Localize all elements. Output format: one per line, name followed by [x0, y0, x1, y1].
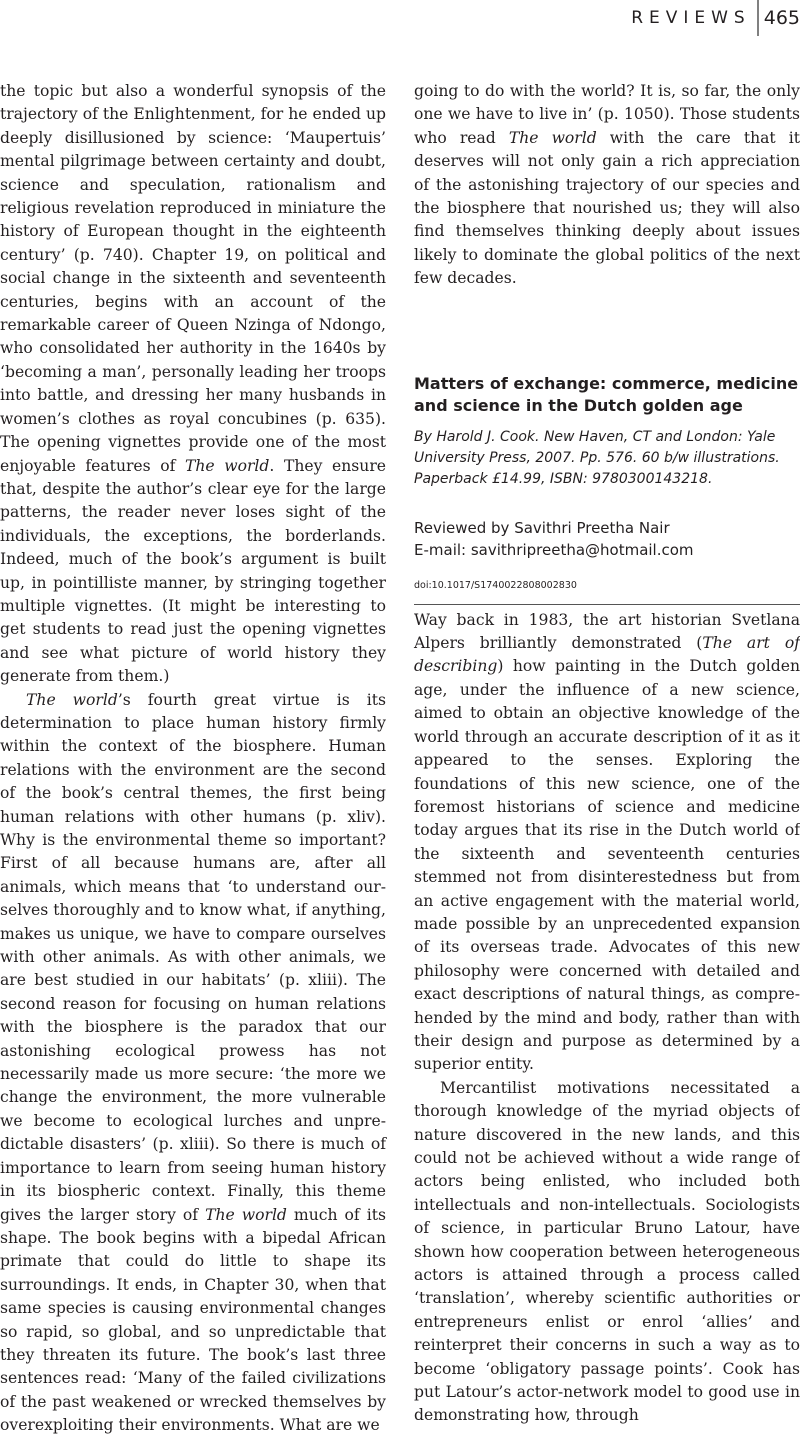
running-head: [631, 0, 800, 36]
bibliographic-info: By Harold J. Cook. New Haven, CT and London: Yale University Press, 2007. Pp. 576. 60 b/w illustrations. Paperback £14.99, ISBN: 9780300143218.: [414, 428, 780, 487]
book-title: The art of describing: [414, 634, 800, 676]
paragraph: Mercantilist motivations necessitated a thorough knowledge of the myriad objects of nature discovered in the new lands, and this could not be achieved without a wide range of actors being enlisted, who included both intellectuals and non-intellectuals. Sociologists of science, in particular Bruno Latour, have shown how cooperation between heterogeneous actors is attained through a process called ‘translation’, whereby scientific authorities or entrepreneurs enlist or enrol ‘allies’ and reinterpret their concerns in such a way as to become ‘obligatory passage points’. Cook has put Latour’s actor-network model to good use in demonstrating how, through: [414, 1078, 800, 1425]
book-title: The world: [26, 690, 118, 709]
running-head-section: REVIEWS: [631, 8, 751, 28]
book-title: The world: [205, 1205, 287, 1224]
paragraph: The world’s fourth great virtue is its determination to place human history firmly within the context of the biosphere. Human relations with the environment are the second of the book’s central themes, the first being human relations with other humans (p. xliv). Why is the environmental theme so important? First of all because humans are, after all animals, which means that ‘to understand ourselves thoroughly and to know what, if anything, makes us unique, we have to compare ourselves with other animals. As with other animals, we are best studied in our habitats’ (p. xliii). The second reason for focusing on human relations with the biosphere is the paradox that our astonishing ecological prowess has not necessarily made us more secure: ‘the more we change the environment, the more vulnerable we become to ecological lurches and unpredictable disasters’ (p. xliii). So there is much of importance to learn from seeing human history in its biospheric context. Finally, this theme gives the larger story of The world much of its shape. The book begins with a bipedal African primate that could do little to shape its surroundings. It ends, in Chapter 30, when that same species is causing environmental changes so rapid, so global, and so unpredictable that they threaten its future. The book’s last three sentences read: ‘Many of the failed civilizations of the past weakened or wrecked themselves by overexploiting their environments. What are we: [0, 690, 386, 1435]
review-title: Matters of exchange: commerce, medicine and science in the Dutch golden age: [414, 373, 799, 415]
right-column: [414, 80, 800, 1428]
reviewer-email[interactable]: E-mail: savithripreetha@hotmail.com: [414, 540, 694, 559]
paragraph: the topic but also a wonderful synopsis of the trajectory of the Enlightenment, for he ended up deeply disillusioned by science: ‘Maupertuis’ mental pilgrimage between certainty and doubt, science and speculation, rationalism and religious revelation reproduced in miniature the history of European thought in the eighteenth century’ (p. 740). Chapter 19, on political and social change in the sixteenth and seventeenth centuries, begins with an account of the remarkable career of Queen Nzinga of Ndongo, who consolidated her authority in the 1640s by ‘becoming a man’, personally leading her troops into battle, and dressing her many husbands in women’s clothes as royal concubines (p. 635). The opening vignettes provide one of the most enjoyable features of The world. They ensure that, despite the author’s clear eye for the large patterns, the reader never loses sight of the individuals, the exceptions, the borderlands. Indeed, much of the book’s argument is built up, in pointilliste manner, by stringing together multiple vignettes. (It might be interesting to get students to read just the opening vignettes and see what picture of world history they generate from them.): [0, 82, 386, 686]
divider: [414, 604, 800, 605]
page-number: 465: [763, 7, 800, 29]
book-title: The world: [508, 128, 597, 147]
doi[interactable]: doi:10.1017/S1740022808002830: [414, 579, 577, 591]
running-head-divider: [757, 0, 759, 36]
reviewer-block: [414, 517, 800, 561]
left-column: [0, 80, 386, 1438]
paragraph: going to do with the world? It is, so far, the only one we have to live in’ (p. 1050). Those students who read The world with the care that it deserves will not only gain a rich appreciation of the astonishing trajectory of our species and the biosphere that nourished us; they will also find themselves thinking deeply about issues likely to dominate the global politics of the next few decades.: [414, 82, 800, 288]
paragraph: Way back in 1983, the art historian Svetlana Alpers brilliantly demonstrated (The art of describing) how painting in the Dutch golden age, under the influence of a new science, aimed to obtain an objective knowledge of the world through an accurate description of it as it appeared to the senses. Exploring the foundations of this new science, one of the foremost historians of science and medicine today argues that its rise in the Dutch world of the sixteenth and seventeenth centuries stemmed not from disinterestedness but from an active engagement with the material world, made possible by an unprecedented expansion of its overseas trade. Advocates of this new philosophy were concerned with detailed and exact descriptions of natural things, as comprehended by the mind and body, rather than with their design and purpose as determined by a superior entity.: [414, 610, 800, 1074]
reviewer-name: Reviewed by Savithri Preetha Nair: [414, 518, 670, 537]
book-title: The world: [184, 456, 270, 475]
